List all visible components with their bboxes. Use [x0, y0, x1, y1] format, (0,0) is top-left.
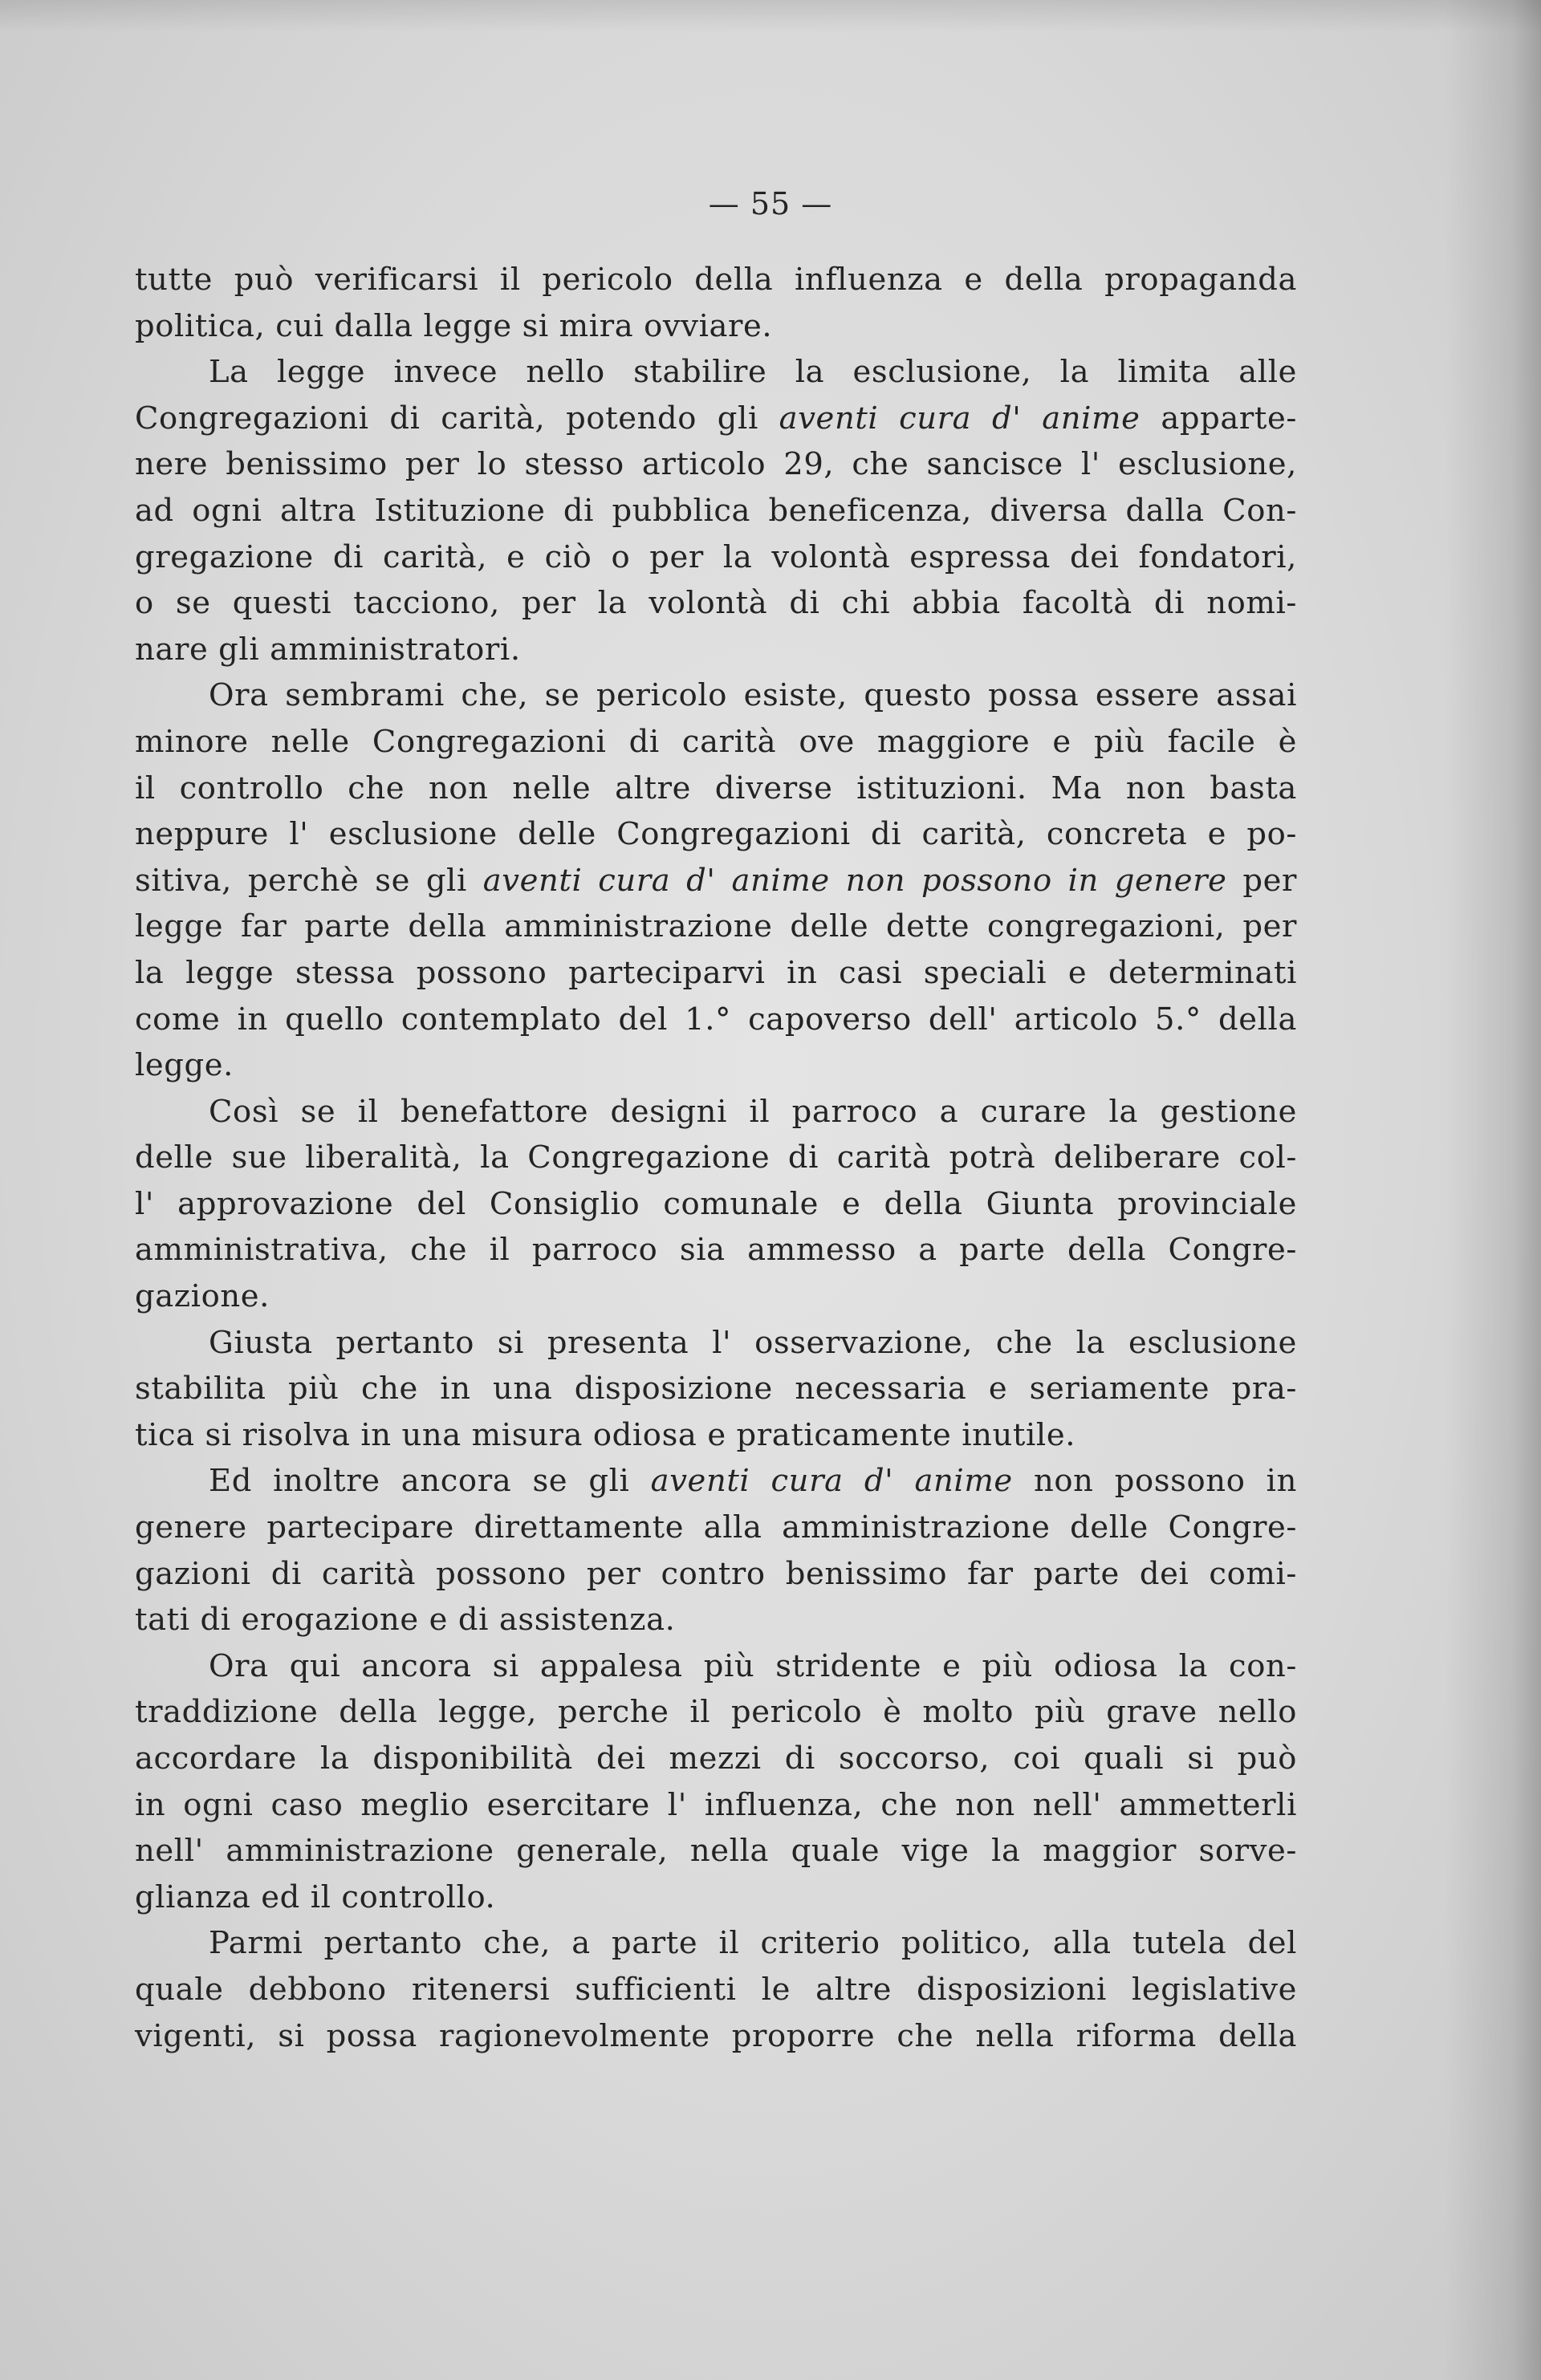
text-line: [135, 1689, 1297, 1736]
text-run: Giusta pertanto si presenta l' osservazione, che la esclusione: [209, 1324, 1297, 1361]
text-line: [135, 627, 1297, 673]
text-run: accordare la disponibilità dei mezzi di soccorso, coi quali si può: [135, 1740, 1297, 1777]
text-line: [135, 580, 1297, 627]
text-run: o se questi tacciono, per la volontà di chi abbia facoltà di nomi-: [135, 585, 1297, 622]
text-line: [135, 1227, 1297, 1273]
text-line: [135, 1736, 1297, 1782]
text-line: [135, 766, 1297, 812]
text-line: [135, 1782, 1297, 1829]
text-run: la legge stessa possono parteciparvi in casi speciali e determinati: [135, 954, 1297, 991]
text-run: Ed inoltre ancora se gli: [209, 1463, 651, 1500]
text-run: l' approvazione del Consiglio comunale e della Giunta provinciale: [135, 1185, 1297, 1222]
text-run: Così se il benefattore designi il parroco a curare la gestione: [209, 1093, 1297, 1130]
text-run: il controllo che non nelle altre diverse istituzioni. Ma non basta: [135, 770, 1297, 806]
text-line: [135, 1089, 1297, 1135]
text-run: tati di erogazione e di assistenza.: [135, 1602, 676, 1639]
text-run: legge far parte della amministrazione delle dette congregazioni, per: [135, 908, 1297, 945]
text-line: [135, 1643, 1297, 1690]
text-run: traddizione della legge, perche il pericolo è molto più grave nello: [135, 1694, 1297, 1731]
text-line: [135, 534, 1297, 581]
text-run: gazione.: [135, 1278, 270, 1315]
text-run: vigenti, si possa ragionevolmente proporre che nella riforma della: [135, 2017, 1297, 2054]
text-line: [135, 811, 1297, 858]
text-line: [135, 1967, 1297, 2013]
text-line: [135, 441, 1297, 488]
text-line: [135, 1181, 1297, 1228]
text-line: [135, 997, 1297, 1043]
text-run: minore nelle Congregazioni di carità ove maggiore e più facile è: [135, 723, 1297, 760]
text-line: [135, 1920, 1297, 1967]
text-run: gregazione di carità, e ciò o per la volontà espressa dei fondatori,: [135, 538, 1297, 575]
text-line: [135, 1135, 1297, 1181]
text-run: glianza ed il controllo.: [135, 1878, 496, 1915]
text-run: nere benissimo per lo stesso articolo 29, che sancisce l' esclusione,: [135, 446, 1297, 483]
text-line: [135, 904, 1297, 950]
text-run: sitiva, perchè se gli: [135, 862, 483, 899]
text-run: Parmi pertanto che, a parte il criterio politico, alla tutela del: [209, 1925, 1297, 1962]
text-run: La legge invece nello stabilire la esclusione, la limita alle: [209, 354, 1297, 391]
text-line: [135, 303, 1297, 350]
text-run: politica, cui dalla legge si mira ovviare.: [135, 307, 773, 344]
italic-phrase: aventi cura d' anime non possono in genere: [482, 862, 1227, 899]
text-line: [135, 950, 1297, 997]
text-run: come in quello contemplato del 1.° capoverso dell' articolo 5.° della: [135, 1001, 1297, 1038]
text-run: neppure l' esclusione delle Congregazioni di carità, concreta e po-: [135, 816, 1297, 853]
text-run: apparte-: [1140, 400, 1297, 437]
page-number: — 55 —: [708, 186, 833, 221]
text-run: Ora sembrami che, se pericolo esiste, questo possa essere assai: [209, 677, 1297, 714]
text-line: [135, 1412, 1297, 1459]
text-line: [135, 257, 1297, 303]
text-run: nare gli amministratori.: [135, 631, 521, 668]
text-line: [135, 1458, 1297, 1505]
text-run: per: [1226, 862, 1297, 899]
text-run: delle sue liberalità, la Congregazione di carità potrà deliberare col-: [135, 1139, 1297, 1176]
text-line: [135, 858, 1297, 904]
text-run: Ora qui ancora si appalesa più stridente e più odiosa la con-: [209, 1647, 1297, 1684]
italic-phrase: aventi cura d' anime: [779, 400, 1141, 437]
text-line: [135, 349, 1297, 396]
text-run: genere partecipare direttamente alla amministrazione delle Congre-: [135, 1509, 1297, 1546]
text-line: [135, 1505, 1297, 1551]
text-line: [135, 672, 1297, 719]
text-line: [135, 396, 1297, 442]
text-line: [135, 1320, 1297, 1367]
text-run: tica si risolva in una misura odiosa e praticamente inutile.: [135, 1416, 1076, 1453]
text-line: [135, 1366, 1297, 1412]
text-run: nell' amministrazione generale, nella quale vige la maggior sorve-: [135, 1833, 1297, 1870]
text-run: amministrativa, che il parroco sia ammesso a parte della Congre-: [135, 1232, 1297, 1269]
text-run: quale debbono ritenersi sufficienti le altre disposizioni legislative: [135, 1971, 1297, 2008]
text-run: Congregazioni di carità, potendo gli: [135, 400, 779, 437]
text-run: non possono in: [1012, 1463, 1297, 1500]
page-top-shadow: [0, 0, 1541, 32]
text-run: legge.: [135, 1047, 234, 1084]
text-line: [135, 1273, 1297, 1320]
text-line: [135, 488, 1297, 534]
text-line: [135, 719, 1297, 766]
text-line: [135, 1597, 1297, 1643]
text-line: [135, 1874, 1297, 1921]
italic-phrase: aventi cura d' anime: [650, 1463, 1013, 1500]
page-right-shadow: [1445, 0, 1541, 2380]
text-line: [135, 1828, 1297, 1874]
text-line: [135, 2013, 1297, 2060]
text-run: stabilita più che in una disposizione necessaria e seriamente pra-: [135, 1371, 1297, 1407]
text-line: [135, 1551, 1297, 1598]
text-line: [135, 1042, 1297, 1089]
body-text: [135, 257, 1297, 2059]
text-run: tutte può verificarsi il pericolo della influenza e della propaganda: [135, 262, 1297, 298]
text-run: ad ogni altra Istituzione di pubblica beneficenza, diversa dalla Con-: [135, 492, 1297, 529]
text-run: gazioni di carità possono per contro benissimo far parte dei comi-: [135, 1555, 1297, 1592]
text-run: in ogni caso meglio esercitare l' influenza, che non nell' ammetterli: [135, 1786, 1297, 1823]
